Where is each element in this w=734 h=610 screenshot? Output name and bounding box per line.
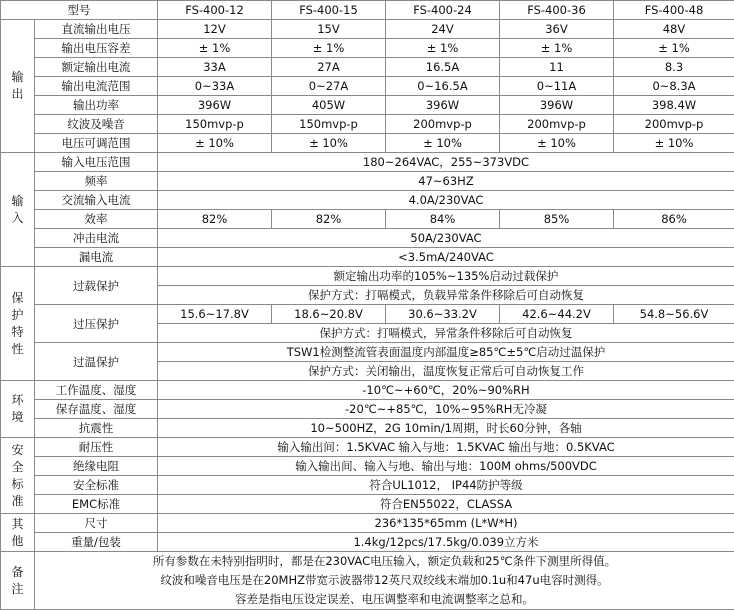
label: 电压可调范围 <box>35 134 158 153</box>
row-withstand <box>1 438 734 457</box>
row-safety-standard <box>1 476 734 495</box>
row-power <box>1 96 734 115</box>
remark-line: 纹波和噪音电压是在20MHZ带宽示波器带12英尺双绞线末端加0.1u和47u电容时测得。 <box>37 571 732 590</box>
group-remarks: 备 注 <box>1 552 35 610</box>
cell: 0~8.3A <box>614 77 734 96</box>
cell: ± 1% <box>386 39 500 58</box>
cell: 符合EN55022，CLASSA <box>158 495 734 514</box>
label: 过载保护 <box>35 267 158 305</box>
row-input-voltage <box>1 153 734 172</box>
label: 输出电压容差 <box>35 39 158 58</box>
cell: 48V <box>614 20 734 39</box>
cell: 50A/230VAC <box>158 229 734 248</box>
row-rated-current <box>1 58 734 77</box>
label: 漏电流 <box>35 248 158 267</box>
cell: 15V <box>272 20 386 39</box>
cell: 396W <box>500 96 614 115</box>
label: 工作温度、湿度 <box>35 381 158 400</box>
cell: 84% <box>386 210 500 229</box>
cell: 405W <box>272 96 386 115</box>
cell: 33A <box>158 58 272 77</box>
cell: 输入输出间：1.5KVAC 输入与地：1.5KVAC 输出与地：0.5KVAC <box>158 438 734 457</box>
row-weight <box>1 533 734 552</box>
model-4: FS-400-36 <box>500 1 614 20</box>
cell: 符合UL1012， IP44防护等级 <box>158 476 734 495</box>
row-current-range <box>1 77 734 96</box>
row-overtemp-1 <box>1 343 734 362</box>
cell: 47~63HZ <box>158 172 734 191</box>
row-size <box>1 514 734 533</box>
cell: 398.4W <box>614 96 734 115</box>
label: 过温保护 <box>35 343 158 381</box>
cell: 36V <box>500 20 614 39</box>
cell: <3.5mA/240VAC <box>158 248 734 267</box>
cell: TSW1检测整流管表面温度内部温度≥85℃±5℃启动过温保护 <box>158 343 734 362</box>
cell: 保护方式：关闭输出，温度恢复正常后可自动恢复工作 <box>158 362 734 381</box>
cell: 396W <box>386 96 500 115</box>
cell: ± 10% <box>272 134 386 153</box>
label: 直流输出电压 <box>35 20 158 39</box>
model-5: FS-400-48 <box>614 1 734 20</box>
cell: 0~33A <box>158 77 272 96</box>
group-input: 输 入 <box>1 153 35 267</box>
cell: -10℃~+60℃，20%~90%RH <box>158 381 734 400</box>
label: 绝缘电阻 <box>35 457 158 476</box>
label: 重量/包装 <box>35 533 158 552</box>
group-other: 其 他 <box>1 514 35 552</box>
model-2: FS-400-15 <box>272 1 386 20</box>
model-1: FS-400-12 <box>158 1 272 20</box>
cell: 保护方式：打嗝模式，异常条件移除后可自动恢复 <box>158 324 734 343</box>
cell: 82% <box>158 210 272 229</box>
remark-line: 容差是指电压设定误差、电压调整率和电流调整率之总和。 <box>37 590 732 609</box>
cell: 输入输出间、输入与地、输出与地：100M ohms/500VDC <box>158 457 734 476</box>
cell: -20℃~+85℃，10%~95%RH无冷凝 <box>158 400 734 419</box>
cell: 150mvp-p <box>272 115 386 134</box>
cell: 8.3 <box>614 58 734 77</box>
cell: 86% <box>614 210 734 229</box>
label: 抗震性 <box>35 419 158 438</box>
cell: 1.4kg/12pcs/17.5kg/0.039立方米 <box>158 533 734 552</box>
cell: 0~11A <box>500 77 614 96</box>
header-row <box>1 1 734 20</box>
cell: 236*135*65mm (L*W*H) <box>158 514 734 533</box>
label: 效率 <box>35 210 158 229</box>
row-vibration <box>1 419 734 438</box>
cell: ± 10% <box>386 134 500 153</box>
group-protection: 保 护 特 性 <box>1 267 35 381</box>
label: 额定输出电流 <box>35 58 158 77</box>
group-safety: 安 全 标 准 <box>1 438 35 514</box>
label: 过压保护 <box>35 305 158 343</box>
row-ac-current <box>1 191 734 210</box>
cell: 0~27A <box>272 77 386 96</box>
label: 频率 <box>35 172 158 191</box>
row-voltage-adj <box>1 134 734 153</box>
label: EMC标准 <box>35 495 158 514</box>
label: 耐压性 <box>35 438 158 457</box>
cell: 200mvp-p <box>614 115 734 134</box>
row-efficiency <box>1 210 734 229</box>
cell: 180~264VAC，255~373VDC <box>158 153 734 172</box>
cell: 0~16.5A <box>386 77 500 96</box>
cell: ± 10% <box>158 134 272 153</box>
row-inrush <box>1 229 734 248</box>
model-3: FS-400-24 <box>386 1 500 20</box>
cell: ± 1% <box>272 39 386 58</box>
remark-line: 所有参数在未特别指明时，都是在230VAC电压输入，额定负载和25℃条件下测里所得值。 <box>37 552 732 571</box>
cell: 82% <box>272 210 386 229</box>
remarks-cell <box>35 552 734 610</box>
label: 保存温度、湿度 <box>35 400 158 419</box>
label: 冲击电流 <box>35 229 158 248</box>
row-frequency <box>1 172 734 191</box>
cell: 30.6~33.2V <box>386 305 500 324</box>
row-overload-1 <box>1 267 734 286</box>
cell: 85% <box>500 210 614 229</box>
cell: 11 <box>500 58 614 77</box>
cell: 42.6~44.2V <box>500 305 614 324</box>
cell: 200mvp-p <box>500 115 614 134</box>
row-storage <box>1 400 734 419</box>
row-overvoltage-1 <box>1 305 734 324</box>
cell: ± 1% <box>500 39 614 58</box>
row-remarks <box>1 552 734 610</box>
row-ripple-noise <box>1 115 734 134</box>
cell: ± 1% <box>158 39 272 58</box>
row-insulation <box>1 457 734 476</box>
label: 交流输入电流 <box>35 191 158 210</box>
row-voltage-tolerance <box>1 39 734 58</box>
label: 安全标准 <box>35 476 158 495</box>
group-output: 输 出 <box>1 20 35 153</box>
row-operating <box>1 381 734 400</box>
cell: 15.6~17.8V <box>158 305 272 324</box>
label: 输出功率 <box>35 96 158 115</box>
row-dc-voltage <box>1 20 734 39</box>
cell: 10~500HZ，2G 10min/1周期，时长60分钟，各轴 <box>158 419 734 438</box>
cell: 12V <box>158 20 272 39</box>
label: 尺寸 <box>35 514 158 533</box>
cell: 16.5A <box>386 58 500 77</box>
cell: 18.6~20.8V <box>272 305 386 324</box>
row-leakage <box>1 248 734 267</box>
cell: 额定输出功率的105%~135%启动过载保护 <box>158 267 734 286</box>
cell: 54.8~56.6V <box>614 305 734 324</box>
cell: 24V <box>386 20 500 39</box>
group-environment: 环 境 <box>1 381 35 438</box>
cell: 保护方式：打嗝模式，负载异常条件移除后可自动恢复 <box>158 286 734 305</box>
cell: ± 10% <box>500 134 614 153</box>
cell: 200mvp-p <box>386 115 500 134</box>
row-emc <box>1 495 734 514</box>
label: 纹波及噪音 <box>35 115 158 134</box>
cell: ± 1% <box>614 39 734 58</box>
cell: ± 10% <box>614 134 734 153</box>
cell: 396W <box>158 96 272 115</box>
cell: 150mvp-p <box>158 115 272 134</box>
label: 输入电压范围 <box>35 153 158 172</box>
cell: 27A <box>272 58 386 77</box>
label: 输出电流范围 <box>35 77 158 96</box>
cell: 4.0A/230VAC <box>158 191 734 210</box>
model-header: 型号 <box>1 1 158 20</box>
